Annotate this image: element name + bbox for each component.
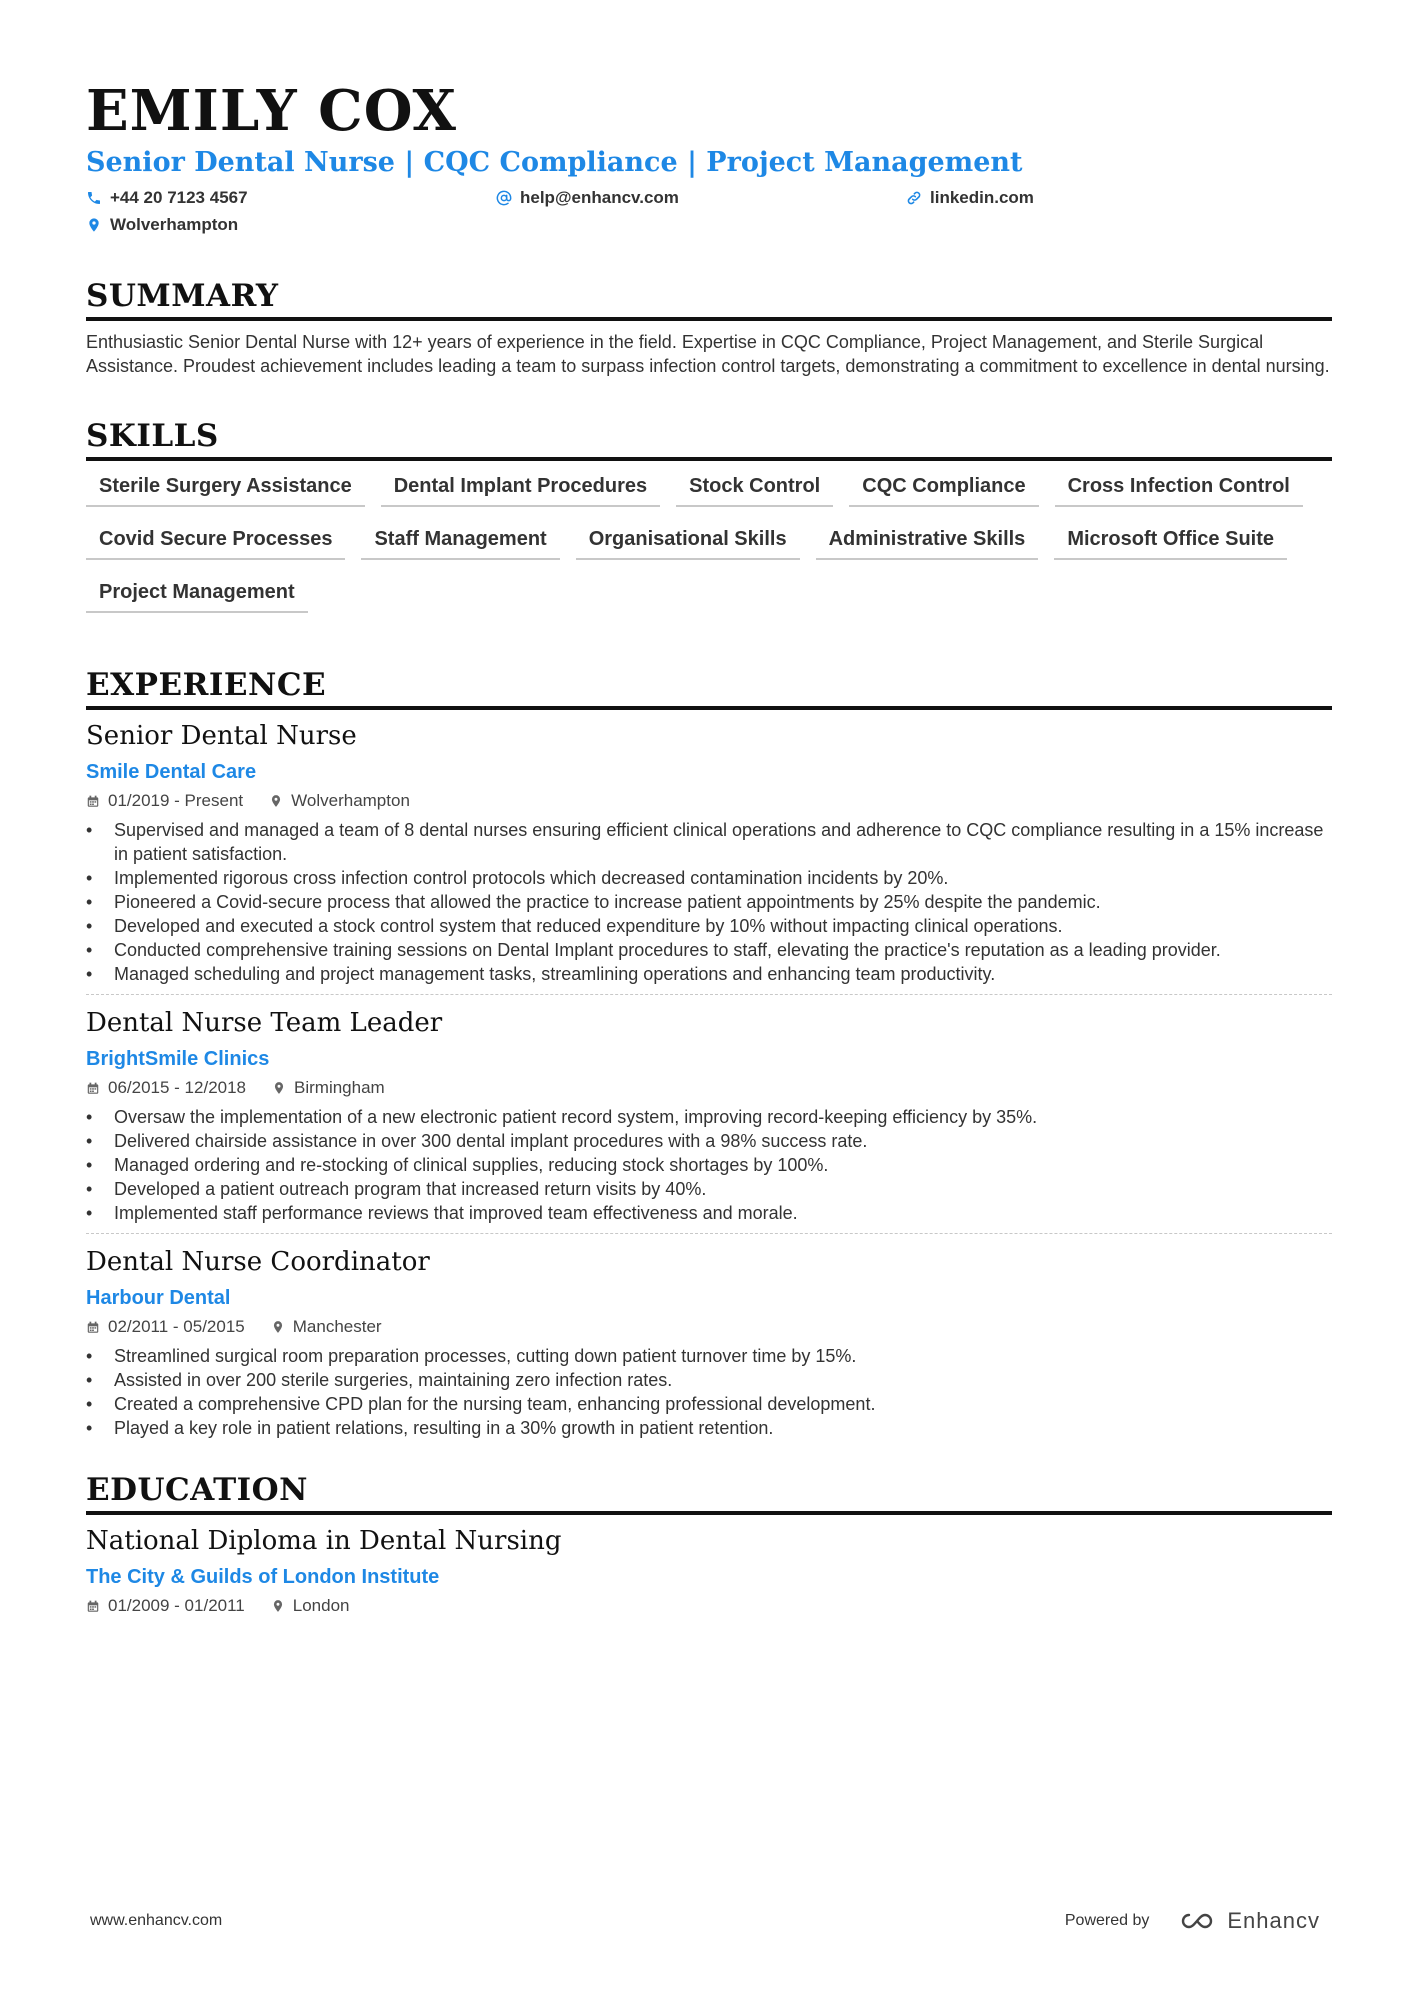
- phone-icon: [86, 190, 102, 206]
- bullet-item: • Delivered chairside assistance in over 300 dental implant procedures with a 98% success rate.: [86, 1129, 1332, 1153]
- at-sign-icon: [496, 190, 512, 206]
- skill-tag: Cross Infection Control: [1055, 474, 1303, 507]
- job-entry: [86, 994, 1332, 1233]
- bullet-item: • Played a key role in patient relations, resulting in a 30% growth in patient retention.: [86, 1416, 1332, 1440]
- skill-tag: Sterile Surgery Assistance: [86, 474, 365, 507]
- bullet-item: • Implemented rigorous cross infection control protocols which decreased contamination incidents by 20%.: [86, 866, 1332, 890]
- bullet-item: • Conducted comprehensive training sessions on Dental Implant procedures to staff, elevating the practice's reputation as a leading provider.: [86, 938, 1332, 962]
- bullet-item: • Managed scheduling and project management tasks, streamlining operations and enhancing team productivity.: [86, 962, 1332, 986]
- location-pin-icon: [272, 1080, 286, 1096]
- location-pin-icon: [271, 1319, 285, 1335]
- phone-number: +44 20 7123 4567: [110, 187, 248, 207]
- skill-tag: Administrative Skills: [816, 527, 1039, 560]
- bullet-item: • Developed a patient outreach program that increased return visits by 40%.: [86, 1177, 1332, 1201]
- contact-location: [86, 211, 496, 238]
- calendar-icon: [86, 1599, 100, 1614]
- footer-branding: [1065, 1908, 1320, 1934]
- candidate-headline: Senior Dental Nurse | CQC Compliance | Project Management: [86, 147, 1023, 178]
- job-title: Dental Nurse Team Leader: [86, 1008, 443, 1038]
- bullet-item: • Created a comprehensive CPD plan for the nursing team, enhancing professional development.: [86, 1392, 1332, 1416]
- job-bullets: [86, 1344, 1332, 1440]
- calendar-icon: [86, 1320, 100, 1335]
- job-location: [272, 1077, 385, 1099]
- job-entry: [86, 720, 1332, 994]
- summary-section: [86, 276, 1332, 378]
- page-footer: [90, 1908, 1320, 1934]
- location-pin-icon: [271, 1598, 285, 1614]
- bullet-item: • Oversaw the implementation of a new electronic patient record system, improving record-keeping efficiency by 35%.: [86, 1105, 1332, 1129]
- education-location: [271, 1595, 350, 1617]
- location-pin-icon: [269, 793, 283, 809]
- job-dates-text: 06/2015 - 12/2018: [108, 1078, 247, 1097]
- job-dates-text: 02/2011 - 05/2015: [108, 1317, 245, 1336]
- job-title: Senior Dental Nurse: [86, 721, 357, 751]
- skill-tag: Project Management: [86, 580, 308, 613]
- candidate-name: EMILY COX: [86, 78, 457, 144]
- skills-section: [86, 416, 1332, 633]
- job-location-text: Birmingham: [294, 1078, 385, 1097]
- education-dates: [86, 1595, 245, 1617]
- job-location: [269, 790, 410, 812]
- bullet-item: • Streamlined surgical room preparation processes, cutting down patient turnover time by 15%.: [86, 1344, 1332, 1368]
- job-meta: [86, 1077, 1332, 1099]
- skill-tag: CQC Compliance: [849, 474, 1038, 507]
- contact-linkedin[interactable]: [906, 184, 1316, 211]
- enhancv-brand: Enhancv: [1227, 1908, 1320, 1933]
- link-icon: [906, 190, 922, 206]
- education-dates-text: 01/2009 - 01/2011: [108, 1596, 245, 1615]
- bullet-item: • Assisted in over 200 sterile surgeries, maintaining zero infection rates.: [86, 1368, 1332, 1392]
- bullet-item: • Implemented staff performance reviews that improved team effectiveness and morale.: [86, 1201, 1332, 1225]
- bullet-item: • Supervised and managed a team of 8 dental nurses ensuring efficient clinical operations and adherence to CQC compliance resulting in a 15% increase in patient satisfaction.: [86, 818, 1332, 866]
- skill-tag: Dental Implant Procedures: [381, 474, 660, 507]
- job-dates-text: 01/2019 - Present: [108, 791, 244, 810]
- location-text: Wolverhampton: [110, 214, 239, 234]
- job-location-text: Wolverhampton: [291, 791, 410, 810]
- bullet-item: • Developed and executed a stock control system that reduced expenditure by 10% without impacting clinical operations.: [86, 914, 1332, 938]
- experience-section: [86, 665, 1332, 1448]
- skills-list: [86, 474, 1332, 633]
- company-name: Smile Dental Care: [86, 761, 257, 783]
- job-meta: [86, 1316, 1332, 1338]
- footer-website[interactable]: www.enhancv.com: [90, 1912, 223, 1929]
- job-title: Dental Nurse Coordinator: [86, 1247, 430, 1277]
- resume-header: [86, 80, 1332, 238]
- school-name: The City & Guilds of London Institute: [86, 1566, 440, 1588]
- job-location-text: Manchester: [292, 1317, 382, 1336]
- location-pin-icon: [86, 217, 102, 233]
- contact-phone: [86, 184, 496, 211]
- contact-info: [86, 184, 1332, 238]
- education-entry: [86, 1525, 1332, 1625]
- skill-tag: Staff Management: [361, 527, 559, 560]
- job-dates: [86, 1077, 246, 1099]
- calendar-icon: [86, 1081, 100, 1096]
- summary-text: Enthusiastic Senior Dental Nurse with 12+ years of experience in the field. Expertise in CQC Compliance, Project Management, and Sterile Surgical Assistance. Proudest achievement includes leading a team to surpass infection control targets, demonstrating a commitment to excellence in dental nursing.: [86, 332, 1330, 376]
- company-name: Harbour Dental: [86, 1287, 231, 1309]
- skill-tag: Covid Secure Processes: [86, 527, 345, 560]
- calendar-icon: [86, 794, 100, 809]
- enhancv-logo-icon: [1175, 1910, 1219, 1932]
- education-meta: [86, 1595, 1332, 1617]
- job-dates: [86, 790, 243, 812]
- job-entry: [86, 1233, 1332, 1448]
- email-address: help@enhancv.com: [520, 187, 679, 207]
- job-dates: [86, 1316, 245, 1338]
- education-title: EDUCATION: [86, 1470, 1332, 1515]
- job-meta: [86, 790, 1332, 812]
- skill-tag: Organisational Skills: [576, 527, 800, 560]
- bullet-item: • Pioneered a Covid-secure process that allowed the practice to increase patient appointments by 25% despite the pandemic.: [86, 890, 1332, 914]
- job-bullets: [86, 1105, 1332, 1225]
- skill-tag: Microsoft Office Suite: [1054, 527, 1287, 560]
- degree-title: National Diploma in Dental Nursing: [86, 1526, 562, 1556]
- contact-email[interactable]: [496, 184, 906, 211]
- summary-title: SUMMARY: [86, 276, 1332, 321]
- job-location: [271, 1316, 382, 1338]
- experience-title: EXPERIENCE: [86, 665, 1332, 710]
- powered-by-text: Powered by: [1064, 1912, 1150, 1929]
- company-name: BrightSmile Clinics: [86, 1048, 270, 1070]
- linkedin-url: linkedin.com: [930, 187, 1034, 207]
- education-location-text: London: [292, 1596, 350, 1615]
- job-bullets: [86, 818, 1332, 986]
- skills-title: SKILLS: [86, 416, 1332, 461]
- education-section: [86, 1470, 1332, 1625]
- skill-tag: Stock Control: [676, 474, 833, 507]
- resume-page: [86, 80, 1332, 1625]
- bullet-item: • Managed ordering and re-stocking of clinical supplies, reducing stock shortages by 100%.: [86, 1153, 1332, 1177]
